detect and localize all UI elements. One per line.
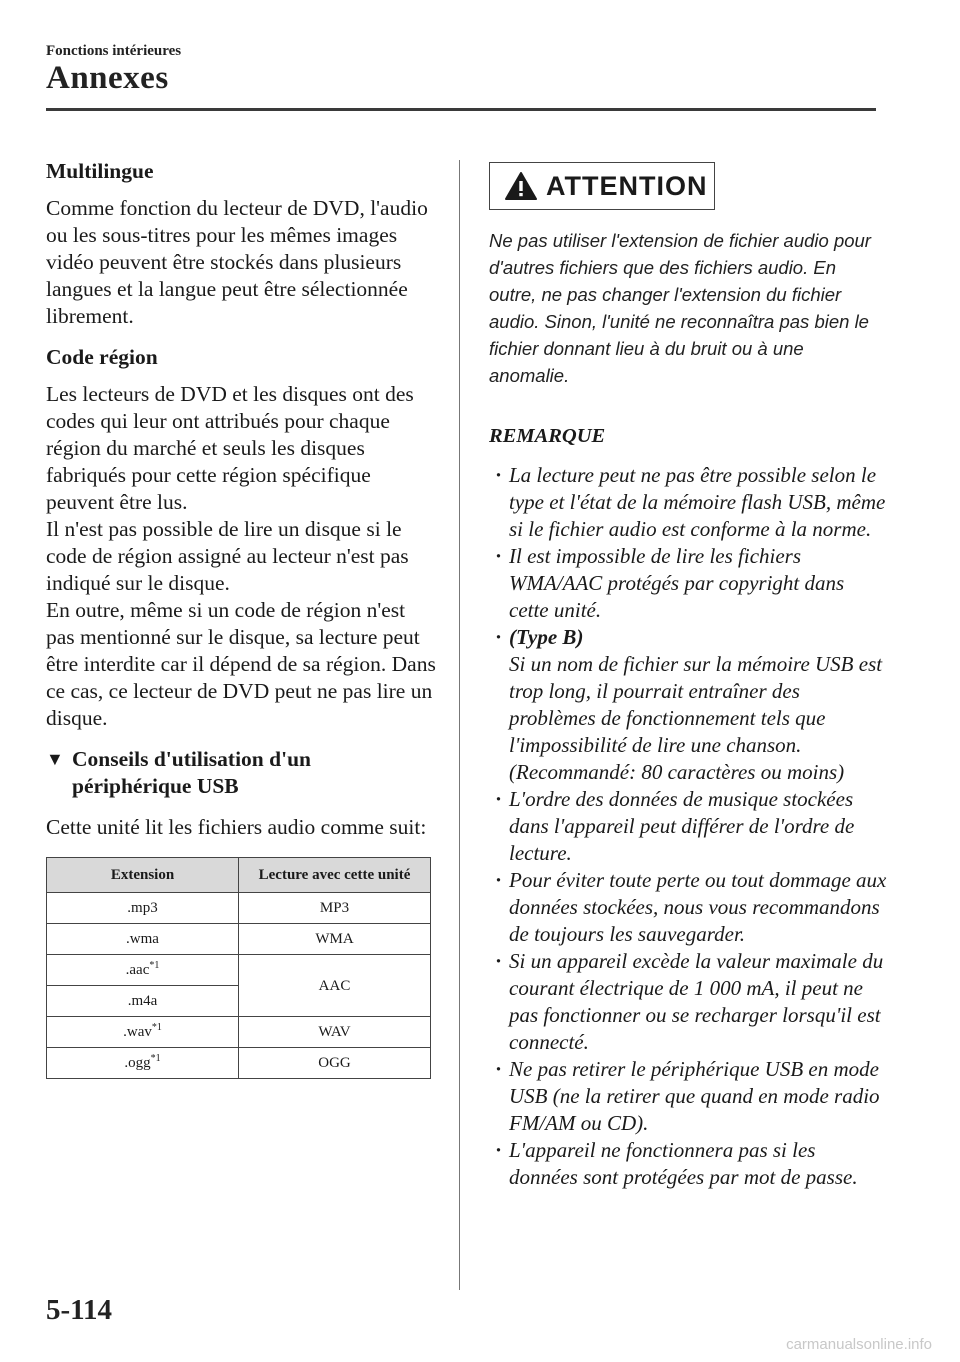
attention-label: ATTENTION <box>546 170 708 201</box>
usb-heading-line-1: Conseils d'utilisation d'un <box>72 747 311 771</box>
footnote-marker: *1 <box>151 1022 162 1033</box>
note-text: · Ne pas retirer le périphérique USB en mode USB (ne la retirer que quand en mode radio FM/AM ou CD). <box>509 1057 880 1135</box>
note-text: · Pour éviter toute perte ou tout dommage aux données stockées, nous vous recommandons de toujours les sauvegarder. <box>509 868 887 946</box>
header-rule <box>46 108 876 111</box>
table-row <box>47 1048 431 1079</box>
note-text: · L'appareil ne fonctionnera pas si les données sont protégées par mot de passe. <box>509 1138 858 1189</box>
list-item <box>509 867 889 948</box>
table-row <box>47 893 431 924</box>
table-cell-extension <box>47 1048 239 1079</box>
remarque-list <box>489 462 889 1191</box>
code-region-paragraph-1: Les lecteurs de DVD et les disques ont des codes qui leur ont attribués pour chaque région du marché et seuls les disques fabriqués pour cette région spécifique peuvent être lus. <box>46 382 414 514</box>
usb-intro: Cette unité lit les fichiers audio comme suit: <box>46 815 427 839</box>
list-item <box>509 624 889 786</box>
note-text: · L'ordre des données de musique stockées dans l'appareil peut différer de l'ordre de lecture. <box>509 787 855 865</box>
chapter-title: Annexes <box>46 60 169 96</box>
attention-text: Ne pas utiliser l'extension de fichier audio pour d'autres fichiers que des fichiers audio. En outre, ne pas changer l'extension du fichier audio. Sinon, l'unité ne reconnaîtra pas bien le fichier donnant lieu à du bruit ou à une anomalie. <box>489 230 871 386</box>
extension-text: .wav <box>123 1024 152 1040</box>
table-cell-format: WAV <box>239 1017 431 1048</box>
note-text: · Si un appareil excède la valeur maximale du courant électrique de 1 000 mA, il peut ne pas fonctionner ou se recharger lorsqu'il est connecté. <box>509 949 884 1054</box>
list-item <box>509 1137 889 1191</box>
audio-format-table <box>46 857 431 1079</box>
remarque-heading: REMARQUE <box>489 425 606 447</box>
table-cell-format: MP3 <box>239 893 431 924</box>
note-text: · Il est impossible de lire les fichiers WMA/AAC protégés par copyright dans cette unité. <box>509 544 845 622</box>
footnote-marker: *1 <box>150 1053 161 1064</box>
table-cell-format: AAC <box>239 955 431 1017</box>
usb-heading-line-2: périphérique USB <box>72 774 239 798</box>
multilingue-heading: Multilingue <box>46 159 154 183</box>
table-cell-extension: .wma <box>47 924 239 955</box>
warning-triangle-icon <box>504 171 538 201</box>
attention-box <box>489 162 715 210</box>
table-cell-format: WMA <box>239 924 431 955</box>
table-row <box>47 1017 431 1048</box>
code-region-paragraph-3: En outre, même si un code de région n'est pas mentionné sur le disque, sa lecture peut être interdite car il dépend de sa région. Dans ce cas, ce lecteur de DVD peut ne pas lire un disque. <box>46 598 436 730</box>
table-cell-extension: .mp3 <box>47 893 239 924</box>
table-cell-extension <box>47 955 239 986</box>
watermark: carmanualsonline.info <box>786 1336 932 1353</box>
list-item <box>509 1056 889 1137</box>
code-region-heading: Code région <box>46 345 158 369</box>
list-item <box>509 462 889 543</box>
table-cell-extension: .m4a <box>47 986 239 1017</box>
note-title: · (Type B) <box>509 625 584 649</box>
table-row <box>47 955 431 986</box>
page-number: 5-114 <box>46 1294 113 1326</box>
list-item <box>509 948 889 1056</box>
extension-text: .ogg <box>124 1055 151 1071</box>
usb-heading <box>46 746 436 800</box>
note-text: Si un nom de fichier sur la mémoire USB est trop long, il pourrait entraîner des problèmes de fonctionnement tels que l'impossibilité de lire une chanson. (Recommandé: 80 caractères ou moins) <box>509 652 883 784</box>
list-item <box>509 543 889 624</box>
multilingue-text: Comme fonction du lecteur de DVD, l'audio ou les sous-titres pour les mêmes images vidéo peuvent être stockés dans plusieurs langues et la langue peut être sélectionnée librement. <box>46 196 428 328</box>
table-header-row <box>47 858 431 893</box>
table-header-extension: Extension <box>47 858 239 893</box>
footnote-marker: *1 <box>149 960 160 971</box>
section-label: Fonctions intérieures <box>46 43 182 59</box>
list-item <box>509 786 889 867</box>
column-divider <box>459 160 460 1290</box>
table-header-playback: Lecture avec cette unité <box>239 858 431 893</box>
left-column <box>46 158 436 1079</box>
code-region-paragraph-2: Il n'est pas possible de lire un disque si le code de région assigné au lecteur n'est pas indiqué sur le disque. <box>46 517 409 595</box>
table-cell-format: OGG <box>239 1048 431 1079</box>
extension-text: .aac <box>125 962 150 978</box>
note-text: · La lecture peut ne pas être possible selon le type et l'état de la mémoire flash USB, même si le fichier audio est conforme à la norme. <box>509 463 886 541</box>
table-cell-extension <box>47 1017 239 1048</box>
table-row <box>47 924 431 955</box>
triangle-bullet-icon: ▼ <box>46 749 64 769</box>
right-column <box>489 162 889 1191</box>
